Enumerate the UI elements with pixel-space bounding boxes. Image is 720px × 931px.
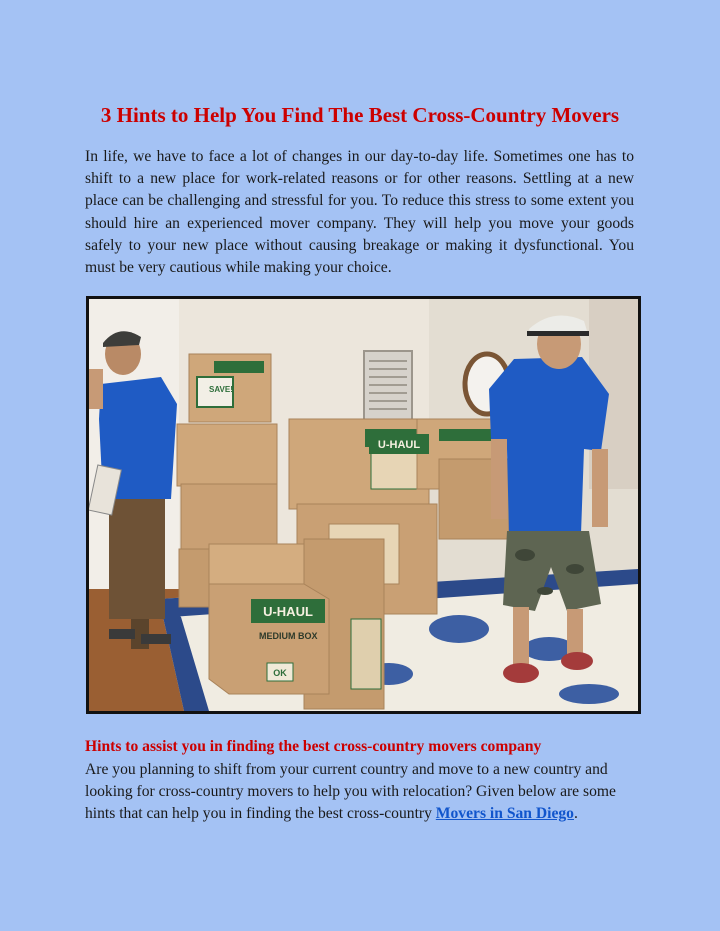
section-paragraph [85,759,645,826]
wall-heater [364,351,412,423]
movers-photo-illustration [89,299,638,711]
box-ok-label: OK [273,668,287,678]
center-box-brand: U-HAUL [377,439,421,451]
section-paragraph-text: Are you planning to shift from your current country and move to a new country and looking for cross-country movers to help you with relocation? Given below are some hints that can help you in finding the best cross-country [85,761,616,823]
movers-photo [86,296,641,714]
page-title: 3 Hints to Help You Find The Best Cross-Country Movers [100,103,620,127]
intro-paragraph: In life, we have to face a lot of changes in our day-to-day life. Sometimes one has to shift to a new place for work-related reasons or for other reasons. Settling at a new place can be challenging and stressful for you. To reduce this stress to some extent you should hire an experienced mover company. They will help you move your goods safely to your new place without causing breakage or making it dysfunctional. You must be very cautious while making your choice. [85,148,634,277]
movers-in-san-diego-link[interactable]: Movers in San Diego [435,805,574,823]
box-size-label: MEDIUM BOX [259,631,318,641]
section-paragraph-end: . [573,805,578,823]
save-label: SAVE! [209,385,233,394]
box-brand-label: U-HAUL [263,604,313,619]
section-heading: Hints to assist you in finding the best cross-country movers company [85,738,542,755]
